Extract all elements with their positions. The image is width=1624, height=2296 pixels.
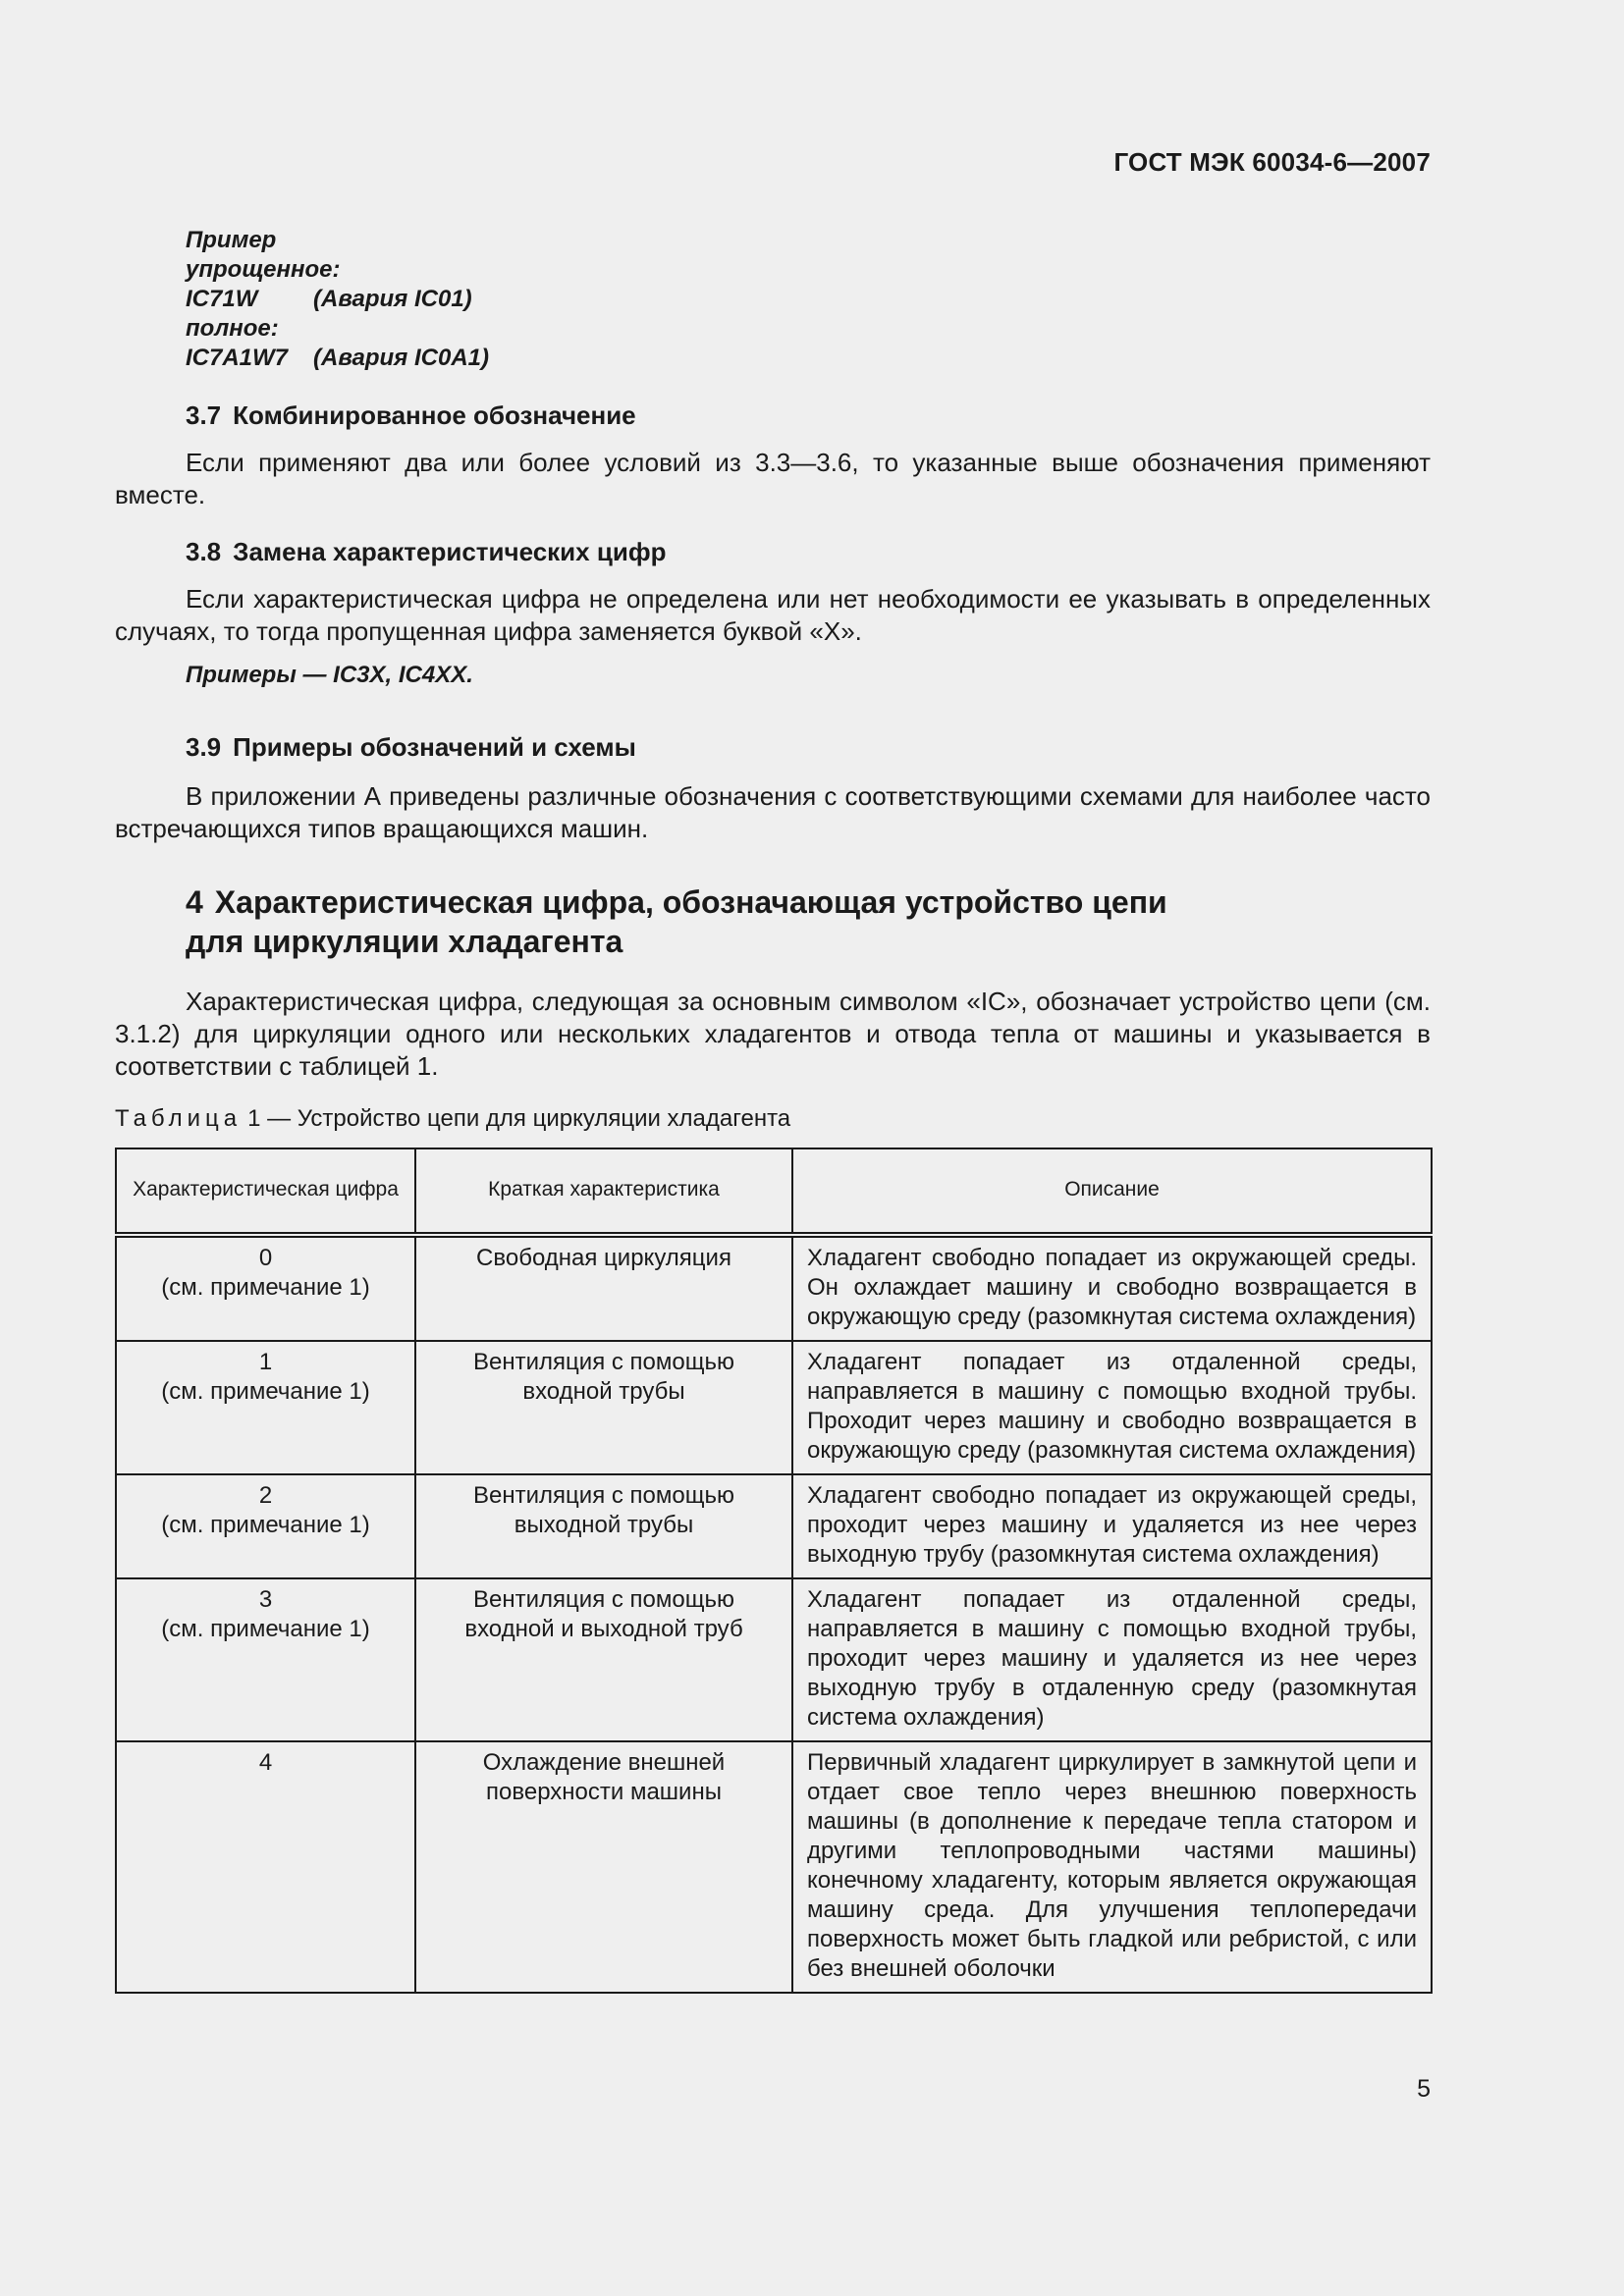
paragraph-text: Если характеристическая цифра не определена или нет необходимости ее указывать в определенных случаях, то тогда пропущенная цифра заменяется буквой «X».: [115, 584, 1431, 646]
page-number: 5: [1417, 2075, 1431, 2103]
description-cell: Хладагент попадает из отдаленной среды, направляется в машину с помощью входной трубы, проходит через машину и удаляется из нее через выходную трубу в отдаленную среду (разомкнутая система охлаждения): [792, 1578, 1432, 1741]
chapter-title-line1: Характеристическая цифра, обозначающая устройство цепи: [214, 884, 1167, 920]
digit-cell: [116, 1474, 415, 1578]
digit-value: 2: [258, 1482, 273, 1509]
brief-cell: Охлаждение внешней поверхности машины: [415, 1741, 792, 1993]
header-brief: Краткая характеристика: [415, 1148, 792, 1235]
section-3-7-heading: [186, 400, 636, 431]
table-caption-word: Таблица: [115, 1105, 243, 1132]
section-3-8-text: [115, 583, 1431, 648]
paragraph-text: В приложении А приведены различные обозначения с соответствующими схемами для наиболее часто встречающихся типов вращающихся машин.: [115, 781, 1431, 843]
digit-cell: [116, 1235, 415, 1341]
table-row: [116, 1341, 1432, 1474]
description-cell: Первичный хладагент циркулирует в замкнутой цепи и отдает свое тепло через внешнюю поверхность машины (в дополнение к передаче тепла статором и другими теплопроводными частями машины) конечному хладагенту, которым является окружающая машину среда. Для улучшения теплопередачи поверхность может быть гладкой или ребристой, с или без внешней оболочки: [792, 1741, 1432, 1993]
digit-cell: [116, 1341, 415, 1474]
section-title: Комбинированное обозначение: [233, 400, 636, 430]
digit-value: 1: [258, 1349, 273, 1375]
section-3-8-heading: [186, 537, 666, 567]
table-row: [116, 1741, 1432, 1993]
example-full-row: [186, 344, 489, 373]
chapter-number: 4: [186, 884, 203, 920]
table-header-row: [116, 1148, 1432, 1235]
example-simplified-code: IC71W: [186, 286, 258, 312]
digit-value: 3: [258, 1586, 273, 1613]
table-row: [116, 1235, 1432, 1341]
brief-cell: Вентиляция с помощью входной трубы: [415, 1341, 792, 1474]
digit-value: 4: [258, 1749, 273, 1776]
digit-note: (см. примечание 1): [161, 1512, 370, 1538]
section-3-7-text: [115, 447, 1431, 511]
digit-note: (см. примечание 1): [161, 1274, 370, 1301]
section-title: Замена характеристических цифр: [233, 537, 667, 566]
example-simplified-row: [186, 285, 489, 314]
example-simplified-note: (Авария IC01): [313, 286, 472, 312]
example-block: [186, 226, 489, 373]
paragraph-text: Характеристическая цифра, следующая за основным символом «IC», обозначает устройство цепи (см. 3.1.2) для циркуляции одного или нескольких хладагентов и отвода тепла от машины и указывается в соответствии с таблицей 1.: [115, 987, 1431, 1081]
table-row: [116, 1578, 1432, 1741]
cooling-circuit-table: [115, 1148, 1433, 1994]
section-number: 3.9: [186, 732, 222, 762]
table-row: [116, 1474, 1432, 1578]
section-title: Примеры обозначений и схемы: [233, 732, 636, 762]
header-description: Описание: [792, 1148, 1432, 1235]
digit-cell: [116, 1741, 415, 1993]
example-full-code: IC7A1W7: [186, 345, 289, 371]
digit-note: (см. примечание 1): [161, 1616, 370, 1642]
chapter-4-text: [115, 986, 1431, 1083]
section-number: 3.8: [186, 537, 222, 566]
example-full-note: (Авария IC0A1): [313, 345, 489, 371]
section-3-8-examples: Примеры — IC3X, IC4XX.: [186, 662, 473, 688]
example-title: Пример: [186, 227, 277, 253]
description-cell: Хладагент попадает из отдаленной среды, направляется в машину с помощью входной трубы. Проходит через машину и свободно возвращается в окружающую среду (разомкнутая система охлаждения): [792, 1341, 1432, 1474]
section-number: 3.7: [186, 400, 222, 430]
digit-note: (см. примечание 1): [161, 1378, 370, 1405]
chapter-title-line2: для циркуляции хладагента: [186, 924, 623, 959]
standard-code: ГОСТ МЭК 60034-6—2007: [1113, 147, 1431, 177]
section-3-9-heading: [186, 732, 636, 763]
header-digit: Характеристическая цифра: [116, 1148, 415, 1235]
description-cell: Хладагент свободно попадает из окружающей среды, проходит через машину и удаляется из нее через выходную трубу (разомкнутая система охлаждения): [792, 1474, 1432, 1578]
paragraph-text: Если применяют два или более условий из 3.3—3.6, то указанные выше обозначения применяют вместе.: [115, 448, 1431, 509]
example-simplified-label: упрощенное:: [186, 256, 341, 283]
table-caption-title: 1 — Устройство цепи для циркуляции хладагента: [247, 1105, 791, 1132]
digit-cell: [116, 1578, 415, 1741]
chapter-4-heading: [186, 882, 1344, 961]
description-cell: Хладагент свободно попадает из окружающей среды. Он охлаждает машину и свободно возвращается в окружающую среду (разомкнутая система охлаждения): [792, 1235, 1432, 1341]
brief-cell: Вентиляция с помощью выходной трубы: [415, 1474, 792, 1578]
example-full-label: полное:: [186, 315, 279, 342]
brief-cell: Вентиляция с помощью входной и выходной труб: [415, 1578, 792, 1741]
table-caption: [115, 1105, 790, 1133]
brief-cell: Свободная циркуляция: [415, 1235, 792, 1341]
digit-value: 0: [258, 1245, 273, 1271]
section-3-9-text: [115, 780, 1431, 845]
